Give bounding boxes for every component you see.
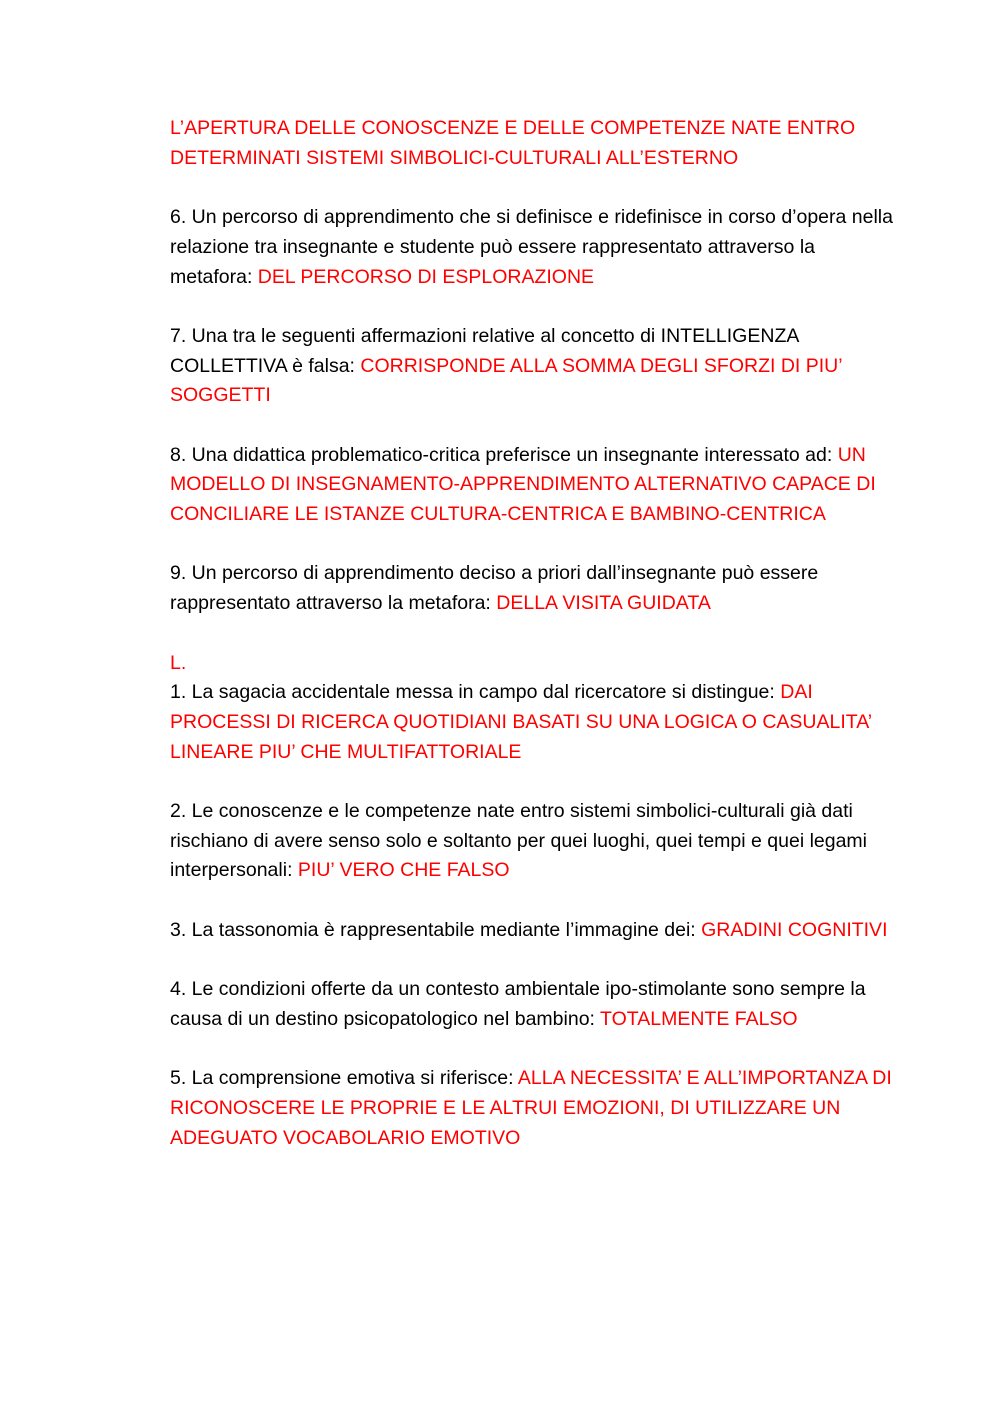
answer-text: TOTALMENTE FALSO <box>600 1007 798 1030</box>
intro-answer: L’APERTURA DELLE CONOSCENZE E DELLE COMPETENZE NATE ENTRO DETERMINATI SISTEMI SIMBOLICI-CULTURALI ALL’ESTERNO <box>170 117 856 169</box>
question-l-3 <box>170 916 900 946</box>
question-l-4 <box>170 975 900 1034</box>
question-k-6 <box>170 203 900 292</box>
question-text: 1. La sagacia accidentale messa in campo dal ricercatore si distingue: <box>170 681 781 704</box>
question-text: 4. Le condizioni offerte da un contesto ambientale ipo-stimolante sono sempre la causa di un destino psicopatologico nel bambino: <box>170 978 866 1030</box>
question-text: 5. La comprensione emotiva si riferisce: <box>170 1067 518 1090</box>
question-l-5 <box>170 1064 900 1153</box>
question-text: 6. Un percorso di apprendimento che si definisce e ridefinisce in corso d’opera nella relazione tra insegnante e studente può essere rappresentato attraverso la metafora: <box>170 206 893 288</box>
answer-text: DELLA VISITA GUIDATA <box>496 592 711 615</box>
question-k-9 <box>170 559 900 618</box>
answer-text: CORRISPONDE ALLA SOMMA DEGLI SFORZI DI PIU’ SOGGETTI <box>170 354 842 407</box>
document-page <box>170 114 900 1183</box>
question-l-2 <box>170 797 900 886</box>
answer-text: PIU’ VERO CHE FALSO <box>297 859 510 882</box>
question-k-7 <box>170 322 900 411</box>
answer-text: DAI PROCESSI DI RICERCA QUOTIDIANI BASATI SU UNA LOGICA O CASUALITA’ LINEARE PIU’ CHE MULTIFATTORIALE <box>170 681 872 763</box>
question-k-8 <box>170 441 900 530</box>
question-text: 8. Una didattica problematico-critica preferisce un insegnante interessato ad: <box>170 443 838 466</box>
answer-text: DEL PERCORSO DI ESPLORAZIONE <box>257 265 595 288</box>
question-text: 3. La tassonomia è rappresentabile mediante l’immagine dei: <box>170 918 702 941</box>
answer-text: GRADINI COGNITIVI <box>701 918 888 941</box>
question-text: 7. Una tra le seguenti affermazioni relative al concetto di INTELLIGENZA COLLETTIVA è falsa: <box>170 324 799 377</box>
answer-text: UN MODELLO DI INSEGNAMENTO-APPRENDIMENTO ALTERNATIVO CAPACE DI CONCILIARE LE ISTANZE CULTURA-CENTRICA E BAMBINO-CENTRICA <box>170 443 876 526</box>
question-text: 9. Un percorso di apprendimento deciso a priori dall’insegnante può essere rappresentato attraverso la metafora: <box>170 562 819 615</box>
section-heading-l: L. <box>170 651 187 674</box>
question-l-1 <box>170 678 900 767</box>
question-text: 2. Le conoscenze e le competenze nate entro sistemi simbolici-culturali già dati rischiano di avere senso solo e soltanto per quei luoghi, quei tempi e quei legami interpersonali: <box>170 800 868 882</box>
answer-text: ALLA NECESSITA’ E ALL’IMPORTANZA DI RICONOSCERE LE PROPRIE E LE ALTRUI EMOZIONI, DI UTILIZZARE UN ADEGUATO VOCABOLARIO EMOTIVO <box>170 1067 892 1149</box>
